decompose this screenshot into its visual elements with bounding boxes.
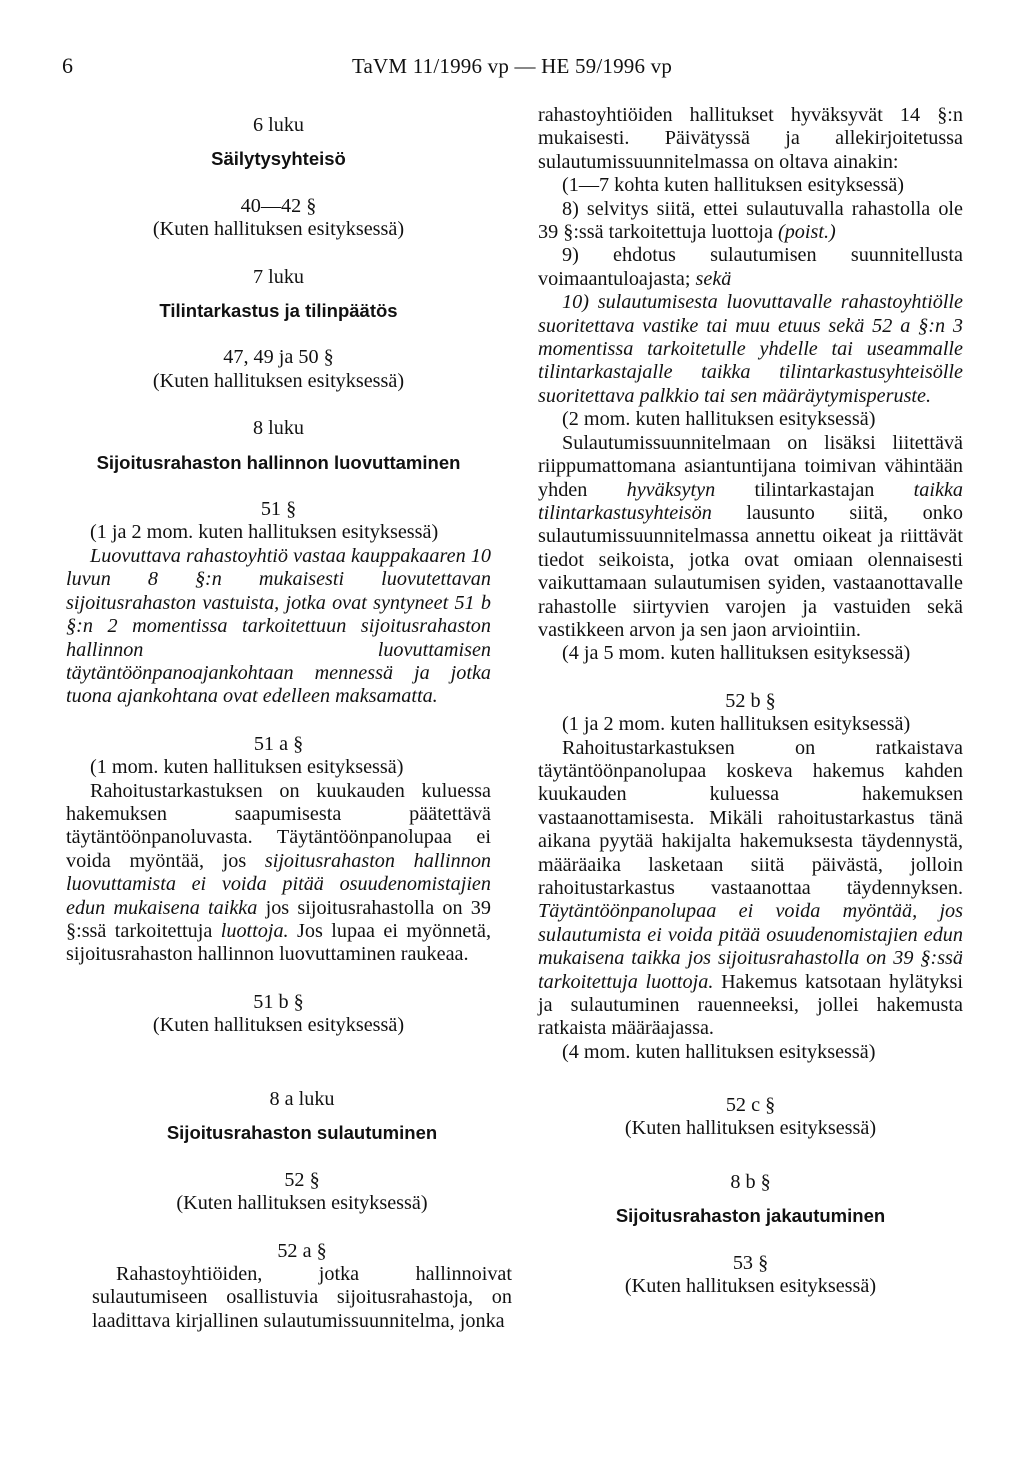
lower-left-column — [92, 1088, 512, 1333]
page-number: 6 — [62, 53, 73, 78]
chapter-6-label: 6 luku — [252, 114, 305, 136]
section-52-note: (Kuten hallituksen esityksessä) — [176, 1192, 428, 1215]
section-47-note: (Kuten hallituksen esityksessä) — [152, 369, 405, 392]
section-51-text: Luovuttava rahastoyhtiö vastaa kauppakaaren 10 luvun 8 §:n mukaisesti luovutettavan sijoitusrahaston vastuista, jotka ovat syntyneet 51 b §:n 2 momentissa tarkoitettuun sijoitusrahaston hallinnon luovuttamisen täytäntöönpanoajankohtaan mennessä ja jotka tuona ajankohtana ovat edelleen maksamatta. — [66, 544, 491, 708]
merger-plan-items-1-7: (1—7 kohta kuten hallituksen esityksessä) — [562, 174, 905, 197]
chapter-7-title: Tilintarkastus ja tilinpäätös — [159, 300, 398, 322]
chapter-7-label: 7 luku — [252, 265, 305, 288]
section-51a-note: (1 mom. kuten hallituksen esityksessä) — [90, 756, 404, 779]
merger-plan-item-8: 8) selvitys siitä, ettei sulautuvalla rahastolla ole 39 §:ssä tarkoitettuja luottoja (poist.) — [538, 197, 963, 244]
section-52c: 52 c § — [725, 1094, 776, 1116]
merger-plan-mom-2: (2 mom. kuten hallituksen esityksessä) — [562, 408, 876, 431]
chapter-6-title: Säilytysyhteisö — [211, 148, 346, 170]
section-53: 53 § — [732, 1251, 769, 1274]
chapter-8-title: Sijoitusrahaston hallinnon luovuttaminen — [96, 451, 461, 473]
chapter-8-label: 8 luku — [252, 417, 305, 440]
chapter-8a-label: 8 a luku — [269, 1088, 335, 1110]
section-51a-text: Rahoitustarkastuksen on kuukauden kuluessa hakemuksen saapumisesta päätettävä täytäntöönpanoluvasta. Täytäntöönpanolupaa ei voida myöntää, jos sijoitusrahaston hallinnon luovuttamista ei voida pitää osuudenomistajien edun mukaisena taikka jos sijoitusrahastolla on 39 §:ssä tarkoitettuja luottoja. Jos lupaa ei myönnetä, sijoitusrahaston hallinnon luovuttaminen raukeaa. — [66, 779, 492, 966]
merger-plan-statement: Sulautumissuunnitelmaan on lisäksi liitettävä riippumattomana asiantuntijana toimivan vähintään yhden hyväksytyn tilintarkastajan taikka tilintarkastusyhteisön lausunto siitä, onko sulautumissuunnitelmassa annettu oikeat ja riittävät tiedot seikoista, jotka ovat omiaan olennaisesti vaikuttamaan sulautumisen syiden, vastaanottavalle rahastolle siirtyvien varojen ja vastuiden sekä vastikkeen arvon ja sen jaon arviointiin. — [538, 431, 963, 641]
section-53-note: (Kuten hallituksen esityksessä) — [624, 1275, 877, 1298]
chapter-8a-title: Sijoitusrahaston sulautuminen — [166, 1122, 438, 1144]
lower-right-column — [538, 1094, 963, 1298]
merger-plan-mom-4-5: (4 ja 5 mom. kuten hallituksen esityksessä) — [562, 642, 911, 665]
running-title: TaVM 11/1996 vp — HE 59/1996 vp — [351, 54, 673, 78]
section-47-49-50: 47, 49 ja 50 § — [223, 346, 334, 369]
section-51b: 51 b § — [253, 990, 304, 1013]
section-52a-text: Rahastoyhtiöiden, jotka hallinnoivat sulautumiseen osallistuvia sijoitusrahastoja, on laadittava kirjallinen sulautumissuunnitelma, jonka — [92, 1263, 512, 1332]
chapter-8b-title: Sijoitusrahaston jakautuminen — [615, 1205, 886, 1227]
section-51-note: (1 ja 2 mom. kuten hallituksen esityksessä) — [90, 521, 439, 544]
section-52: 52 § — [284, 1168, 320, 1191]
section-52a: 52 a § — [277, 1239, 327, 1262]
section-51: 51 § — [260, 498, 297, 521]
chapter-8b-label: 8 b § — [730, 1170, 771, 1193]
section-40-42-note: (Kuten hallituksen esityksessä) — [152, 218, 405, 241]
section-51b-note: (Kuten hallituksen esityksessä) — [152, 1014, 405, 1037]
section-40-42: 40—42 § — [240, 194, 317, 217]
section-52b-note-2: (4 mom. kuten hallituksen esityksessä) — [562, 1040, 876, 1063]
merger-plan-item-10: 10) sulautumisesta luovuttavalle rahastoyhtiölle suoritettava vastike tai muu etuus sekä 52 a §:n 3 momentissa tarkoitetulle yhdelle tai useammalle tilintarkastajalle taikka tilintarkastusyhteisölle suoritettava palkkio tai sen määräytymisperuste. — [538, 291, 963, 407]
merger-plan-intro: rahastoyhtiöiden hallitukset hyväksyvät 14 §:n mukaisesti. Päivätyssä ja allekirjoitetussa sulautumissuunnitelmassa on oltava ainakin: — [538, 104, 963, 173]
section-52b: 52 b § — [725, 689, 776, 712]
section-52c-note: (Kuten hallituksen esityksessä) — [624, 1117, 877, 1140]
left-column — [66, 114, 491, 1038]
section-52b-note: (1 ja 2 mom. kuten hallituksen esityksessä) — [562, 713, 911, 736]
merger-plan-item-9: 9) ehdotus sulautumisen suunnitellusta voimaantuloajasta; sekä — [538, 244, 963, 290]
section-51a: 51 a § — [253, 732, 304, 755]
right-column — [538, 104, 963, 1064]
section-52b-text: Rahoitustarkastuksen on ratkaistava täytäntöönpanolupaa koskeva hakemus kahden kuukauden kuluessa hakemuksen vastaanottamisesta. Mikäli rahoitustarkastus tänä aikana pyytää hakijalta hakemuksesta täydennystä, määräaika lasketaan siitä päivästä, jolloin rahoitustarkastus vastaanottaa täydennyksen. Täytäntöönpanolupaa ei voida myöntää, jos sulautumista ei voida pitää osuudenomistajien edun mukaisena taikka jos sijoitusrahastolla on 39 §:ssä tarkoitettuja luottoja. Hakemus katsotaan hylätyksi ja sulautuminen rauenneeksi, jollei hakemusta ratkaista määräajassa. — [538, 736, 963, 1040]
